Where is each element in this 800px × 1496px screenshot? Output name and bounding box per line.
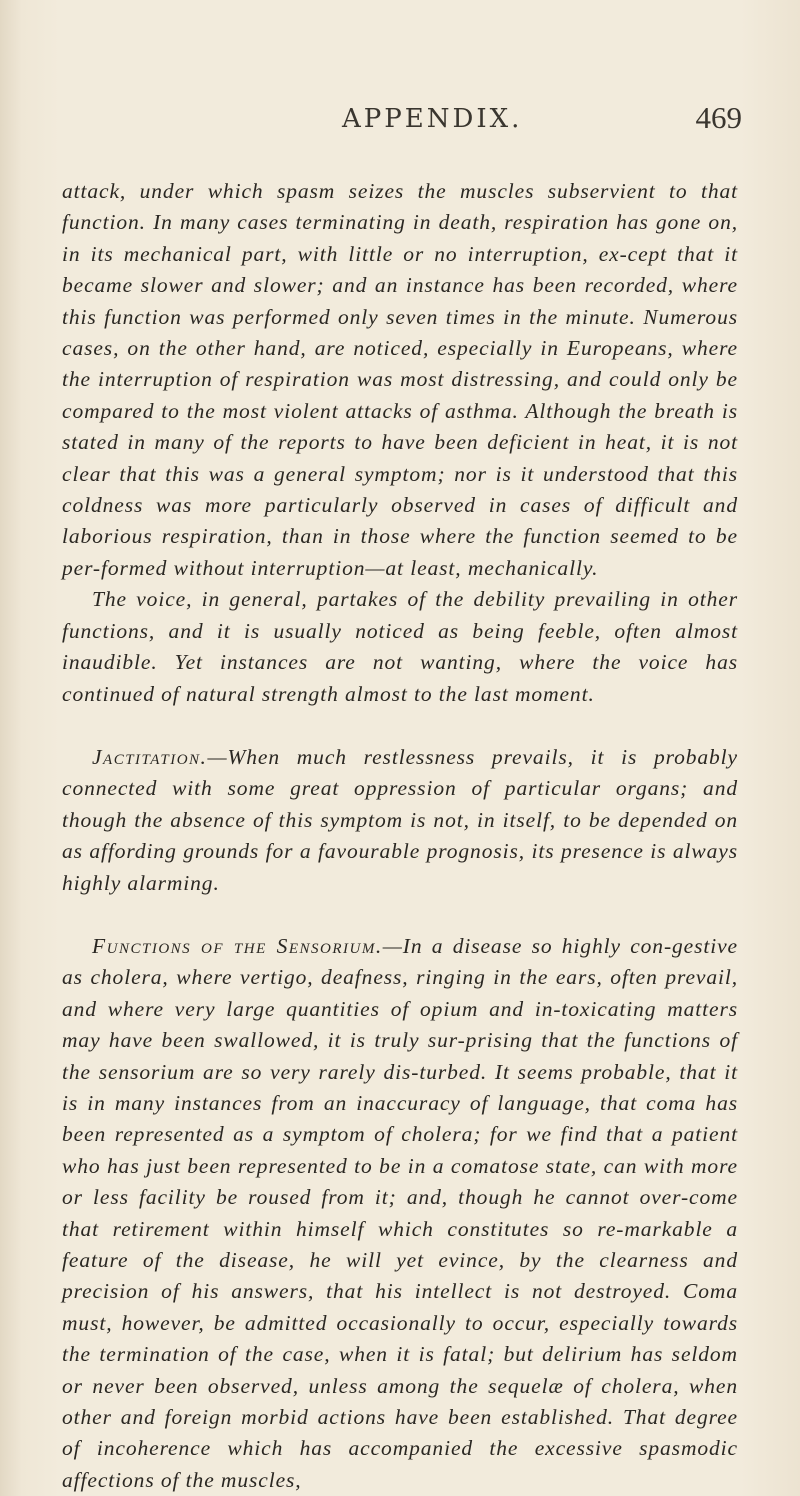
paragraph-text: attack, under which spasm seizes the muscles subservient to that function. In many cases terminating in death, respiration has gone on, in its mechanical part, with little or no interruption, ex-cept that it became slower and slower; and an instance has been recorded, where this function was performed only seven times in the minute. Numerous cases, on the other hand, are noticed, especially in Europeans, where the interruption of respiration was most distressing, and could only be compared to the most violent attacks of asthma. Although the breath is stated in many of the reports to have been deficient in heat, it is not clear that this was a general symptom; nor is it understood that this coldness was more particularly observed in cases of difficult and laborious respiration, than in those where the function seemed to be per-formed without interruption—at least, mechanically. <box>62 179 738 580</box>
section-heading: Jactitation. <box>92 744 208 769</box>
page-number: 469 <box>695 100 742 135</box>
running-title: APPENDIX. <box>342 104 523 134</box>
paragraph-voice <box>62 584 738 710</box>
paragraph-sensorium <box>62 931 738 1496</box>
body-text <box>62 176 738 1496</box>
section-heading: Functions of the Sensorium. <box>92 933 383 958</box>
paragraph-jactitation <box>62 742 738 899</box>
paragraph-respiration <box>62 176 738 584</box>
paragraph-text: The voice, in general, partakes of the debility prevailing in other functions, and it is usually noticed as being feeble, often almost inaudible. Yet instances are not wanting, where the voice has continued of natural strength almost to the last moment. <box>62 587 738 706</box>
paragraph-text: —When much restlessness prevails, it is probably connected with some great oppression of particular organs; and though the absence of this symptom is not, in itself, to be depended on as affording grounds for a favourable prognosis, its presence is always highly alarming. <box>62 744 738 895</box>
running-header <box>0 100 800 140</box>
paragraph-text: —In a disease so highly con-gestive as cholera, where vertigo, deafness, ringing in the ears, often prevail, and where very large quantities of opium and in-toxicating matters may have been swallowed, it is truly sur-prising that the functions of the sensorium are so very rarely dis-turbed. It seems probable, that it is in many instances from an inaccuracy of language, that coma has been represented as a symptom of cholera; for we find that a patient who has just been represented to be in a comatose state, can with more or less facility be roused from it; and, though he cannot over-come that retirement within himself which constitutes so re-markable a feature of the disease, he will yet evince, by the clearness and precision of his answers, that his intellect is not destroyed. Coma must, however, be admitted occasionally to occur, especially towards the termination of the case, when it is fatal; but delirium has seldom or never been observed, unless among the sequelæ of cholera, when other and foreign morbid actions have been established. That degree of incoherence which has accompanied the excessive spasmodic affections of the muscles, <box>62 933 738 1492</box>
